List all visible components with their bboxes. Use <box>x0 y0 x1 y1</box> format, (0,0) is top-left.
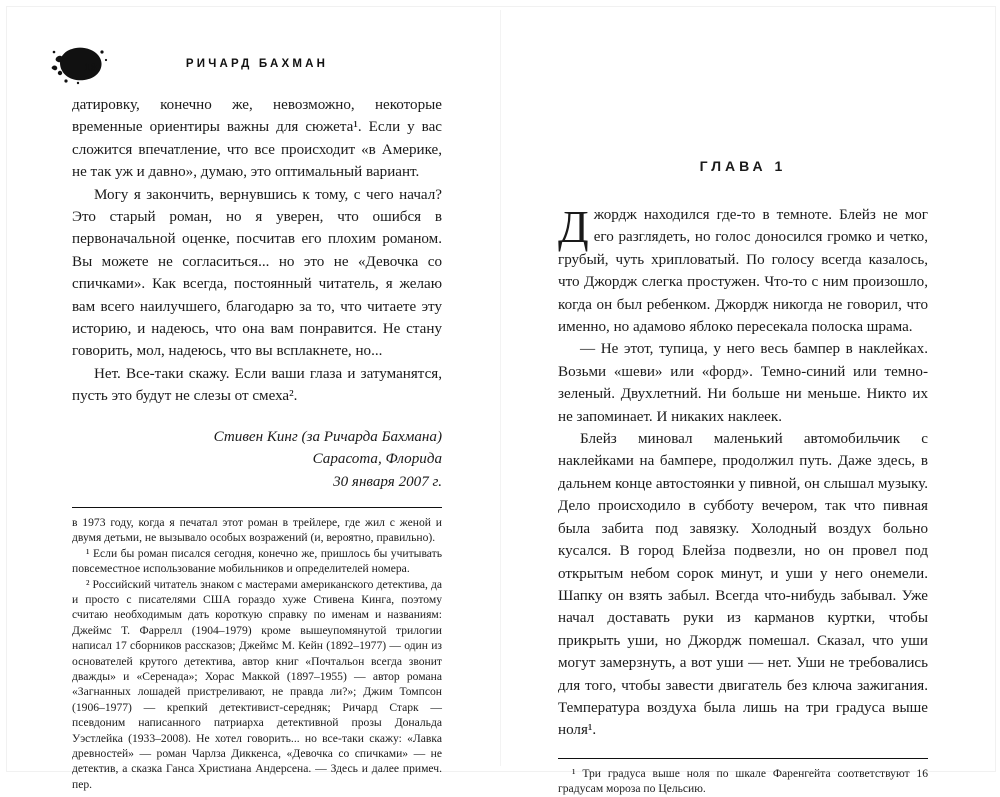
paragraph-with-dropcap <box>558 204 928 338</box>
left-running-head <box>72 40 442 94</box>
footnote-separator <box>72 507 442 508</box>
paragraph: Нет. Все-таки скажу. Если ваши глаза и затуманятся, пусть это будут не слезы от смеха². <box>72 365 442 405</box>
author-signature-block <box>72 426 442 493</box>
left-body-text <box>72 94 442 408</box>
paragraph-text: жордж находился где-то в темноте. Блейз не мог его разглядеть, но голос доносился громко и четко, грубый, чуть хрипловатый. По голосу всегда казалось, что Джордж слегка простужен. Что-то с ним произошло, когда он был ребенком. Джордж никогда не говорил, что именно, но адамово яблоко пересекала полоска шрама. <box>558 207 928 336</box>
paragraph: — Не этот, тупица, у него весь бампер в наклейках. Возьми «шеви» или «форд». Темно-синий или темно-зеленый. Двухлетний. Ни больше ни меньше. Никто их не запоминает. И никаких наклеек. <box>558 341 928 425</box>
footnote-continuation: в 1973 году, когда я печатал этот роман в трейлере, где жил с женой и двумя детьми, не вызывало особых возражений (и, вероятно, правильно). <box>72 515 442 545</box>
paragraph: датировку, конечно же, невозможно, некоторые временные ориентиры важны для сюжета¹. Если у вас сложится впечатление, что все происходит «в Америке, не так уж и давно», думаю, это оптимальный вариант. <box>72 97 442 181</box>
chapter-title: ГЛАВА 1 <box>699 158 787 174</box>
footnote: ¹ Три градуса выше ноля по шкале Фаренгейта соответствуют 16 градусам мороза по Цельсию. <box>558 766 928 796</box>
chapter-top-space <box>558 40 928 158</box>
left-footnotes <box>72 515 442 792</box>
right-footnotes <box>558 766 928 797</box>
page-number-left: 18 <box>84 62 98 74</box>
paragraph: Могу я закончить, вернувшись к тому, с чего начал? Это старый роман, но я уверен, что ошибся в первоначальной оценке, посчитав его плохим романом. Вы можете не согласиться... но это не «Девочка со спичками». Как всегда, постоянный читатель, я желаю вам всего наилучшего, благодарю за то, что читаете эту историю, и надеюсь, что она вам понравится. Не стану говорить, мол, надеюсь, что вы всплакнете, но... <box>72 186 442 360</box>
left-page <box>0 0 500 791</box>
right-page <box>500 0 1000 796</box>
signature-line: Стивен Кинг (за Ричарда Бахмана) <box>213 428 442 445</box>
drop-cap: Д <box>558 202 589 252</box>
signature-line: Сарасота, Флорида <box>312 451 442 468</box>
footnote: ¹ Если бы роман писался сегодня, конечно же, пришлось бы учитывать повсеместное использование мобильников и определителей номера. <box>72 546 442 576</box>
signature-line: 30 января 2007 г. <box>333 473 442 490</box>
paragraph: Блейз миновал маленький автомобильчик с наклейками на бампере, продолжил путь. Даже здесь, в дальнем конце автостоянки у пивной, он слышал музыку. Дело происходило в субботу вечером, так что пивная была забита под завязку. Холодный воздух больно кусался. В город Блейза подвезли, но он провел под открытым небом сорок минут, и уши у него онемели. Шапку он взять забыл. Всегда что-нибудь забывал. Уже начал доставать руки из карманов куртки, чтобы прикрыть уши, но Джордж помешал. Сказал, что уши могут замерзнуть, а вот уши — нет. Уши не требовались для того, чтобы завести двигатель без ключа зажигания. Температура воздуха была лишь на три градуса выше ноля¹. <box>558 431 928 739</box>
footnote-separator <box>558 758 928 759</box>
running-head-author: РИЧАРД БАХМАН <box>185 58 329 70</box>
right-body-text <box>558 204 928 742</box>
footnote: ² Российский читатель знаком с мастерами американского детектива, да и просто с писателями США гораздо хуже Стивена Кинга, поэтому считаю необходимым дать короткую справку по именам и названиям: Джеймс Т. Фаррелл (1904–1979) кроме вышеупомянутой трилогии написал 17 сборников рассказов; Джеймс М. Кейн (1892–1977) — один из основателей крутого детектива, автор книг «Почтальон всегда звонит дважды» и «Серенада»; Хорас Маккой (1897–1955) — автор романа «Загнанных лошадей пристреливают, не правда ли?»; Джим Томпсон (1906–1977) — крепкий детективист-середняк; Ричард Старк — псевдоним написанного патриарха детективной прозы Дональда Уэстлейка (1933–2008). Не хотел говорить... но все-таки скажу: «Лавка древностей» — роман Чарлза Диккенса, «Девочка со спичками» — не детектив, а сказка Ганса Христиана Андерсена. — Здесь и далее примеч. пер. <box>72 577 442 791</box>
